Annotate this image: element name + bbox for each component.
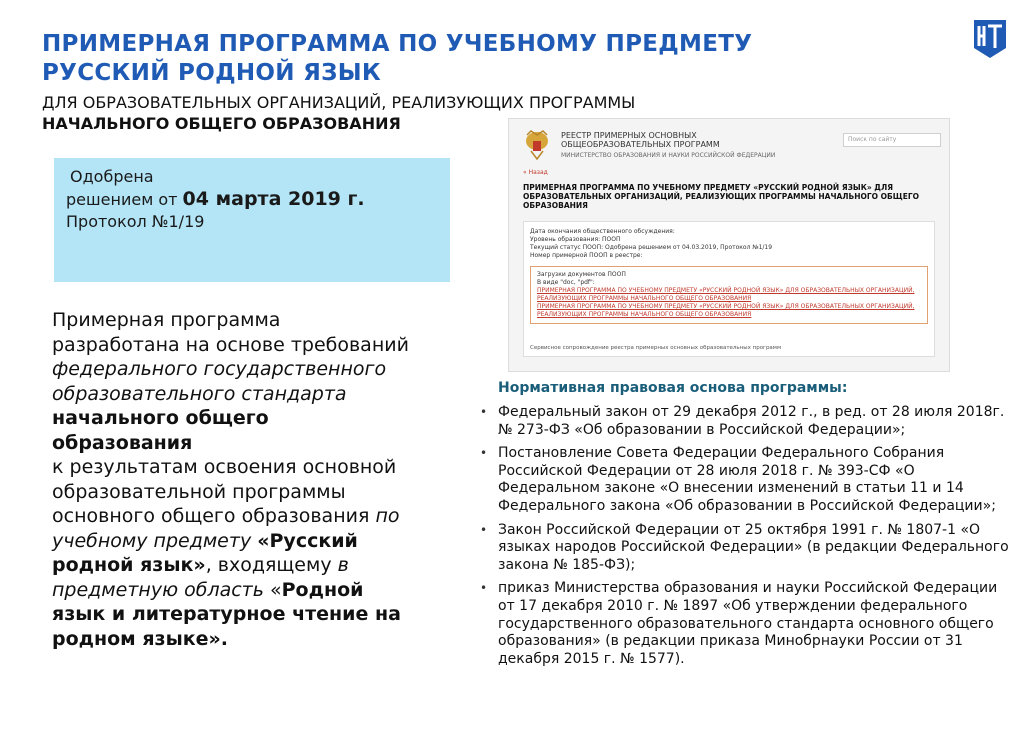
- approval-box: [54, 158, 450, 282]
- registry-ministry: МИНИСТЕРСТВО ОБРАЗОВАНИЯ И НАУКИ РОССИЙСКОЙ ФЕДЕРАЦИИ: [561, 152, 776, 159]
- registry-name: РЕЕСТР ПРИМЕРНЫХ ОСНОВНЫХ ОБЩЕОБРАЗОВАТЕЛЬНЫХ ПРОГРАММ: [561, 131, 720, 149]
- list-item: • приказ Министерства образования и науки Российской Федерации от 17 декабря 2010 г. № 1897 «Об утверждении федерального государственного образовательного стандарта основного общего образования» (в редакции приказа Минобрнауки России от 31 декабря 2015 г. № 1577).: [480, 580, 1010, 668]
- list-item: • Федеральный закон от 29 декабря 2012 г., в ред. от 28 июля 2018г. № 273-ФЗ «Об образовании в Российской Федерации»;: [480, 404, 1010, 439]
- registry-downloads-legend: Загрузки документов ПООП: [537, 271, 626, 278]
- registry-format: В виде "doc, "pdf":: [537, 279, 595, 286]
- title-line-2: РУССКИЙ РОДНОЙ ЯЗЫК: [42, 60, 381, 86]
- subtitle-line-2: НАЧАЛЬНОГО ОБЩЕГО ОБРАЗОВАНИЯ: [42, 114, 401, 133]
- subtitle-line-1: ДЛЯ ОБРАЗОВАТЕЛЬНЫХ ОРГАНИЗАЦИЙ, РЕАЛИЗУЮЩИХ ПРОГРАММЫ: [42, 93, 636, 112]
- title-line-1: ПРИМЕРНАЯ ПРОГРАММА ПО УЧЕБНОМУ ПРЕДМЕТУ: [42, 31, 753, 57]
- registry-screenshot: [508, 118, 950, 372]
- coat-of-arms-icon: [523, 129, 551, 161]
- institute-logo-icon: [972, 18, 1008, 60]
- normative-title: Нормативная правовая основа программы:: [498, 380, 848, 396]
- list-item: • Закон Российской Федерации от 25 октября 1991 г. № 1807-1 «О языках народов Российской Федерации» (в редакции Федерального закона № 185-ФЗ);: [480, 522, 1010, 575]
- page-title: [42, 30, 922, 88]
- registry-doc-link-2[interactable]: ПРИМЕРНАЯ ПРОГРАММА ПО УЧЕБНОМУ ПРЕДМЕТУ «РУССКИЙ РОДНОЙ ЯЗЫК» ДЛЯ ОБРАЗОВАТЕЛЬНЫХ ОРГАНИЗАЦИЙ, РЕАЛИЗУЮЩИХ ПРОГРАММЫ НАЧАЛЬНОГО ОБЩЕГО ОБРАЗОВАНИЯ: [537, 303, 915, 318]
- registry-heading: ПРИМЕРНАЯ ПРОГРАММА ПО УЧЕБНОМУ ПРЕДМЕТУ «РУССКИЙ РОДНОЙ ЯЗЫК» ДЛЯ ОБРАЗОВАТЕЛЬНЫХ ОРГАНИЗАЦИЙ, РЕАЛИЗУЮЩИХ ПРОГРАММЫ НАЧАЛЬНОГО ОБЩЕГО ОБРАЗОВАНИЯ: [523, 183, 919, 210]
- list-item: • Постановление Совета Федерации Федерального Собрания Российской Федерации от 28 июля 2018 г. № 393-СФ «О Федеральном законе «О внесении изменений в статьи 11 и 14 Федерального закона «Об образовании в Российской Федерации»;: [480, 445, 1010, 515]
- registry-back-link[interactable]: « Назад: [523, 169, 548, 176]
- registry-field: Дата окончания общественного обсуждения:: [530, 228, 675, 235]
- approval-protocol: Протокол №1/19: [66, 212, 205, 231]
- approval-date: 04 марта 2019 г.: [182, 188, 365, 210]
- registry-field: Номер примерной ПООП в реестре:: [530, 252, 643, 259]
- normative-list: [480, 404, 1010, 668]
- approval-label: Одобрена: [70, 167, 154, 186]
- registry-footer: Сервисное сопровождение реестра примерных основных образовательных программ: [530, 345, 782, 351]
- registry-field: Уровень образования: ПООП: [530, 236, 621, 243]
- registry-doc-link-1[interactable]: ПРИМЕРНАЯ ПРОГРАММА ПО УЧЕБНОМУ ПРЕДМЕТУ «РУССКИЙ РОДНОЙ ЯЗЫК» ДЛЯ ОБРАЗОВАТЕЛЬНЫХ ОРГАНИЗАЦИЙ, РЕАЛИЗУЮЩИХ ПРОГРАММЫ НАЧАЛЬНОГО ОБЩЕГО ОБРАЗОВАНИЯ: [537, 287, 915, 302]
- normative-basis: [480, 380, 1010, 674]
- registry-field: Текущий статус ПООП: Одобрена решением от 04.03.2019, Протокол №1/19: [530, 244, 773, 251]
- program-description: Примерная программа разработана на основе требований федерального государственного образовательного стандарта начального общего образования к результатам освоения основной образовательной программы основного общего образования по учебному предмету «Русский родной язык», входящему в предметную область «Родной язык и литературное чтение на родном языке».: [52, 309, 409, 650]
- registry-panel: [523, 221, 935, 357]
- registry-search-input[interactable]: Поиск по сайту: [843, 133, 941, 147]
- registry-downloads: [530, 266, 928, 324]
- approval-decision: решением от 04 марта 2019 г.: [66, 188, 365, 210]
